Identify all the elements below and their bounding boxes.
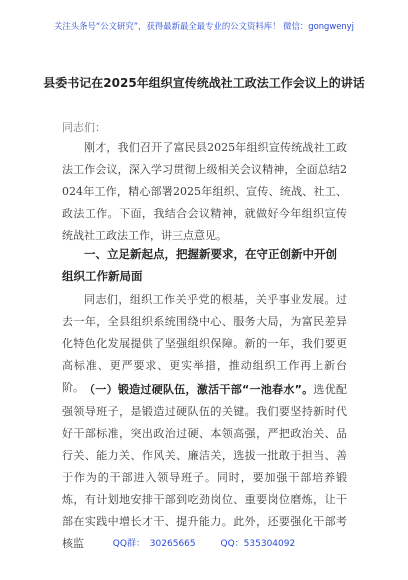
subsection-heading-1: （一）锻造过硬队伍，激活干部“一池春水”。 [84, 383, 314, 396]
promo-banner: 关注头条号“公文研究”，获得最新最全最专业的公文资料库！ 微信：gongwenyj [54, 21, 354, 31]
section-heading-1: 一、立足新起点，把握新要求，在守正创新中开创组织工作新局面 [62, 247, 337, 283]
qq-number: QQ：535304092 [220, 539, 296, 549]
subsection-body-1: 选优配强领导班子，是锻造过硬队伍的关键。我们要坚持新时代好干部标准，突出政治过硬、本领高强，严把政治关、品行关、能力关、作风关、廉洁关，选拔一批敢于担当、善于作为的干部进入领导班子。同时，要加强干部培养锻炼，有计划地安排干部到吃劲岗位、重要岗位磨炼，让干部在实践中增长才干、提升能力。此外，还要强化干部考核监 [62, 383, 347, 550]
paragraph-section-1: 同志们，组织工作关乎党的根基，关乎事业发展。过去一年，全县组织系统围绕中心、服务大局，为富民差异化特色化发展提供了坚强组织保障。新的一年，我们要更高标准、更严要求、更实举措，推动组织工作再上新台阶。 [62, 293, 347, 394]
paragraph-subsection-1 [62, 379, 347, 555]
greeting: 同志们： [62, 121, 106, 134]
qq-group-number: QQ群： 30265665 [112, 539, 196, 549]
document-title: 县委书记在2025年组织宣传统战社工政法工作会议上的讲话 [43, 76, 365, 90]
contact-footer [0, 536, 408, 549]
paragraph-intro: 刚才，我们召开了富民县2025年组织宣传统战社工政法工作会议，深入学习贯彻上级相关会议精神，全面总结2024年工作，精心部署2025年组织、宣传、统战、社工、政法工作。下面，我结合会议精神，就做好今年组织宣传统战社工政法工作，讲三点意见。 [62, 141, 347, 242]
